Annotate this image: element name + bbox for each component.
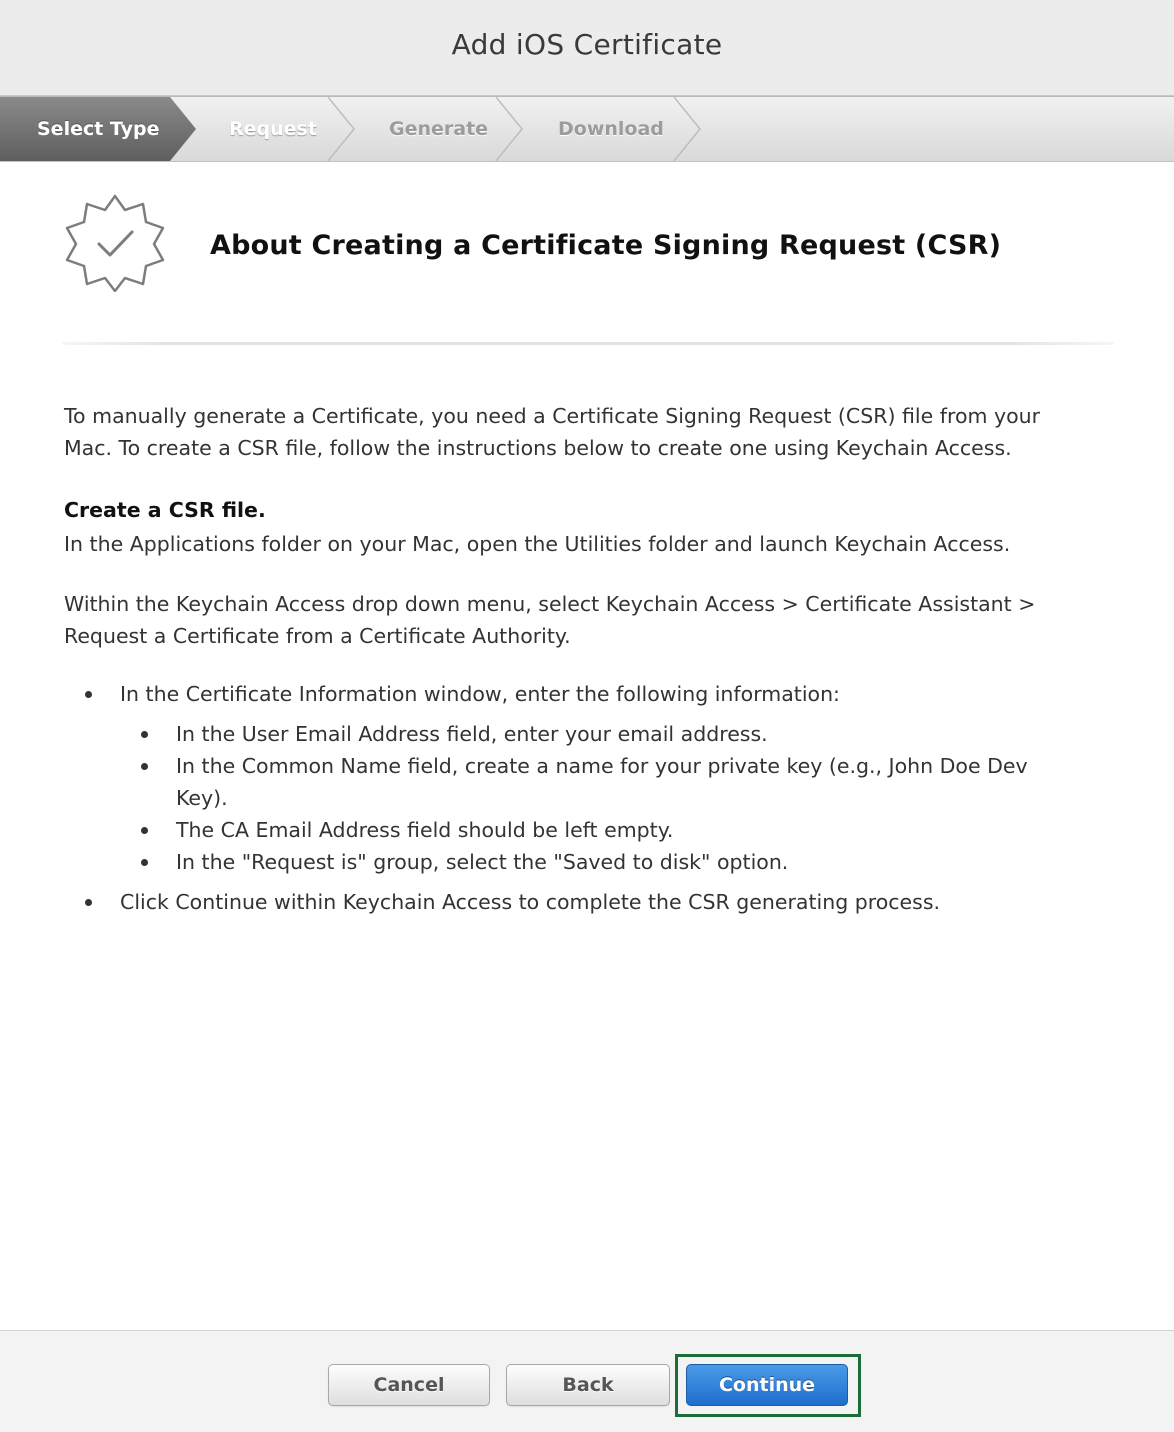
create-csr-heading: Create a CSR file. — [64, 498, 266, 522]
back-button[interactable]: Back — [506, 1364, 670, 1406]
cancel-button[interactable]: Cancel — [328, 1364, 490, 1406]
intro-line-2: Mac. To create a CSR file, follow the instructions below to create one using Keychain Access. — [64, 436, 1012, 460]
main-content — [0, 162, 1174, 1330]
list-item — [176, 750, 1028, 814]
step-separator-3 — [674, 97, 700, 161]
list-item-text: In the User Email Address field, enter your email address. — [176, 722, 768, 746]
window-header — [0, 0, 1174, 96]
certificate-checkmark-icon — [64, 194, 166, 292]
list-item-text: In the Common Name field, create a name for your private key (e.g., John Doe Dev — [176, 754, 1028, 778]
intro-line-1: To manually generate a Certificate, you need a Certificate Signing Request (CSR) file from your — [64, 404, 1041, 428]
section-divider — [62, 342, 1114, 345]
list-item — [176, 718, 768, 750]
step-progress-bar — [0, 96, 1174, 162]
section-title: About Creating a Certificate Signing Request (CSR) — [210, 230, 1002, 261]
list-item-text: Click Continue within Keychain Access to complete the CSR generating process. — [120, 890, 941, 914]
list-item — [176, 846, 788, 878]
list-item-text: In the Certificate Information window, enter the following information: — [120, 682, 840, 706]
step-generate: Generate — [389, 118, 489, 140]
create-csr-text: In the Applications folder on your Mac, open the Utilities folder and launch Keychain Access. — [64, 532, 1011, 556]
window-title: Add iOS Certificate — [451, 28, 723, 61]
bullet-dot — [141, 859, 148, 866]
menu-instructions — [64, 588, 1124, 652]
step-separator-1 — [328, 97, 354, 161]
list-item-text-continued: Key). — [176, 786, 228, 810]
bullet-dot — [141, 731, 148, 738]
list-item-text: The CA Email Address field should be left empty. — [176, 818, 674, 842]
list-item-text: In the "Request is" group, select the "Saved to disk" option. — [176, 850, 789, 874]
step-request: Request — [229, 118, 317, 140]
step-separator-2 — [496, 97, 522, 161]
list-item — [120, 678, 840, 710]
list-item — [120, 886, 940, 918]
continue-button[interactable]: Continue — [686, 1364, 848, 1406]
step-select-type: Select Type — [37, 118, 160, 140]
bullet-dot — [85, 899, 92, 906]
step-download: Download — [558, 118, 664, 140]
create-csr-block — [64, 494, 1124, 526]
bullet-dot — [141, 763, 148, 770]
menu-line-2: Request a Certificate from a Certificate Authority. — [64, 624, 571, 648]
menu-line-1: Within the Keychain Access drop down menu, select Keychain Access > Certificate Assistant > — [64, 592, 1036, 616]
intro-paragraph — [64, 400, 1124, 464]
bullet-dot — [141, 827, 148, 834]
bullet-dot — [85, 691, 92, 698]
list-item — [176, 814, 673, 846]
